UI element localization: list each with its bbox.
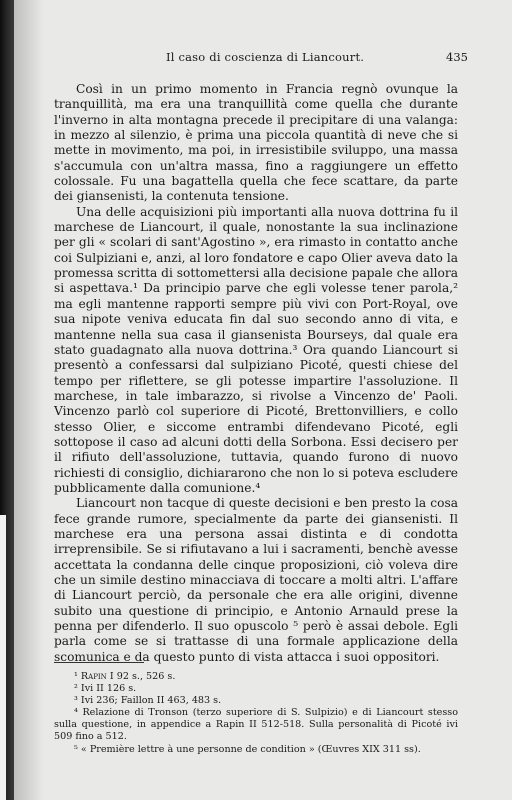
footnote-divider bbox=[54, 662, 144, 663]
footnote bbox=[54, 683, 458, 695]
footnote-text: Ivi II 126 s. bbox=[80, 683, 137, 695]
footnote-mark: ⁴ bbox=[74, 707, 78, 719]
footnote bbox=[54, 695, 458, 707]
footnote-mark: ¹ bbox=[74, 671, 78, 682]
page-gutter-shadow bbox=[14, 0, 44, 800]
body-text bbox=[54, 82, 458, 665]
paragraph: Liancourt non tacque di queste decisioni e ben presto la cosa fece grande rumore, specialmente da parte dei giansenisti. Il marchese era una persona assai distinta e di condotta irreprensibile. Se si rifiutavano a lui i sacramenti, benchè avesse accettata la condanna delle cinque proposizioni, ciò voleva dire che un simile destino minacciava di toccare a molti altri. L'affare di Liancourt perciò, da personale che era alle origini, divenne subito una questione di principio, e Antonio Arnauld prese la penna per difenderlo. Il suo opuscolo ⁵ però è assai debole. Egli parla come se si trattasse di una formale applicazione della scomunica e da questo punto di vista attacca i suoi oppositori. bbox=[54, 496, 458, 664]
footnote-mark: ⁵ bbox=[74, 743, 78, 755]
footnote-mark: ² bbox=[74, 683, 78, 695]
footnote bbox=[54, 744, 458, 756]
paragraph: Una delle acquisizioni più importanti alla nuova dottrina fu il marchese de Liancourt, il quale, nonostante la sua inclinazione per gli « scolari di sant'Agostino », era rimasto in contatto anche coi Sulpiziani e, anzi, al loro fondatore e capo Olier aveva dato la promessa scritta di sottomettersi alla decisione papale che allora si aspettava.¹ Da principio parve che egli volesse tener parola,² ma egli mantenne rapporti sempre più vivi con Port-Royal, ove sua nipote veniva educata fin dal suo secondo anno di vita, e mantenne nella sua casa il giansenista Bourseys, dal quale era stato guadagnato alla nuova dottrina.³ Ora quando Liancourt si presentò a confessarsi dal sulpiziano Picoté, questi chiese del tempo per riflettere, se gli potesse impartire l'assoluzione. Il marchese, in tale imbarazzo, si rivolse a Vincenzo de' Paoli. Vincenzo parlò col superiore di Picoté, Brettonvilliers, e collo stesso Olier, e siccome entrambi difendevano Picoté, egli sottopose il caso ad alcuni dotti della Sorbona. Essi decisero per il rifiuto dell'assoluzione, tuttavia, quando furono di nuovo richiesti di consiglio, dichiararono che non lo si poteva escludere pubblicamente dalla comunione.⁴ bbox=[54, 204, 458, 495]
footnote-text: Relazione di Tronson (terzo superiore di S. Sulpizio) e di Liancourt stesso sulla questione, in appendice a Rapin II 512-518. Sulla personalità di Picoté ivi 509 fino a 512. bbox=[54, 707, 458, 743]
footnote bbox=[54, 671, 458, 683]
footnote-text: « Première lettre à une personne de condition » (Œuvres XIX 311 ss). bbox=[80, 743, 421, 755]
page-number: 435 bbox=[446, 50, 468, 64]
running-title: Il caso di coscienza di Liancourt. bbox=[166, 50, 365, 64]
paragraph: Così in un primo momento in Francia regnò ovunque la tranquillità, ma era una tranquillità come quella che durante l'inverno in alta montagna precede il precipitare di una valanga: in mezzo al silenzio, è prima una piccola quantità di neve che si mette in movimento, ma poi, in irresistibile sviluppo, una massa s'accumula con un'altra massa, fino a raggiungere un effetto colossale. Fu una bagattella quella che fece scattare, da parte dei giansenisti, la contenuta tensione. bbox=[54, 82, 458, 204]
footnotes bbox=[54, 671, 458, 756]
book-page bbox=[14, 0, 512, 800]
page-header bbox=[14, 50, 512, 68]
scan-edge-strip bbox=[0, 515, 6, 800]
footnote-author: Rapin bbox=[80, 671, 107, 682]
footnote-text: Ivi 236; Faillon II 463, 483 s. bbox=[80, 695, 222, 707]
footnote-mark: ³ bbox=[74, 695, 78, 707]
footnote bbox=[54, 707, 458, 743]
footnote-text: I 92 s., 526 s. bbox=[109, 671, 176, 682]
